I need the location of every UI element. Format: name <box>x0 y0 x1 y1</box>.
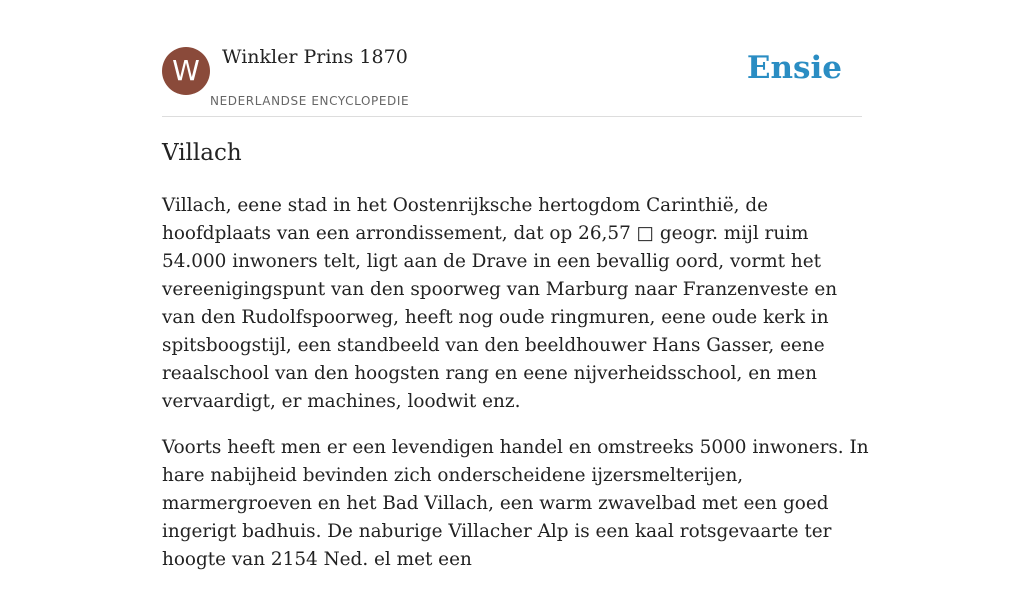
site-header <box>162 44 862 117</box>
source-title[interactable]: Winkler Prins 1870 <box>222 46 408 68</box>
article-paragraph: Villach, eene stad in het Oostenrijksche hertogdom Carinthië, de hoofdplaats van een arrondissement, dat op 26,57 □ geogr. mijl ruim 54.000 inwoners telt, ligt aan de Drave in een bevallig oord, vormt het vereenigingspunt van den spoorweg van Marburg naar Franzenveste en van den Rudolfspoorweg, heeft nog oude ringmuren, eene oude kerk in spitsboogstijl, een standbeeld van den beeldhouwer Hans Gasser, eene reaalschool van den hoogsten rang en eene nijverheidsschool, en men vervaardigt, er machines, loodwit enz. <box>162 195 838 412</box>
ensie-logo[interactable]: Ensie <box>746 50 842 86</box>
article-paragraph: Voorts heeft men er een levendigen handel en omstreeks 5000 inwoners. In hare nabijheid bevinden zich onderscheidene ijzersmelterijen, marmergroeven en het Bad Villach, een warm zwavelbad met een goed ingerigt badhuis. De naburige Villacher Alp is een kaal rotsgevaarte ter hoogte van 2154 Ned. el met een <box>162 437 869 570</box>
article-body <box>162 192 874 592</box>
article-title: Villach <box>162 140 242 166</box>
source-subtitle: NEDERLANDSE ENCYCLOPEDIE <box>210 94 410 108</box>
source-avatar[interactable]: W <box>162 47 210 95</box>
